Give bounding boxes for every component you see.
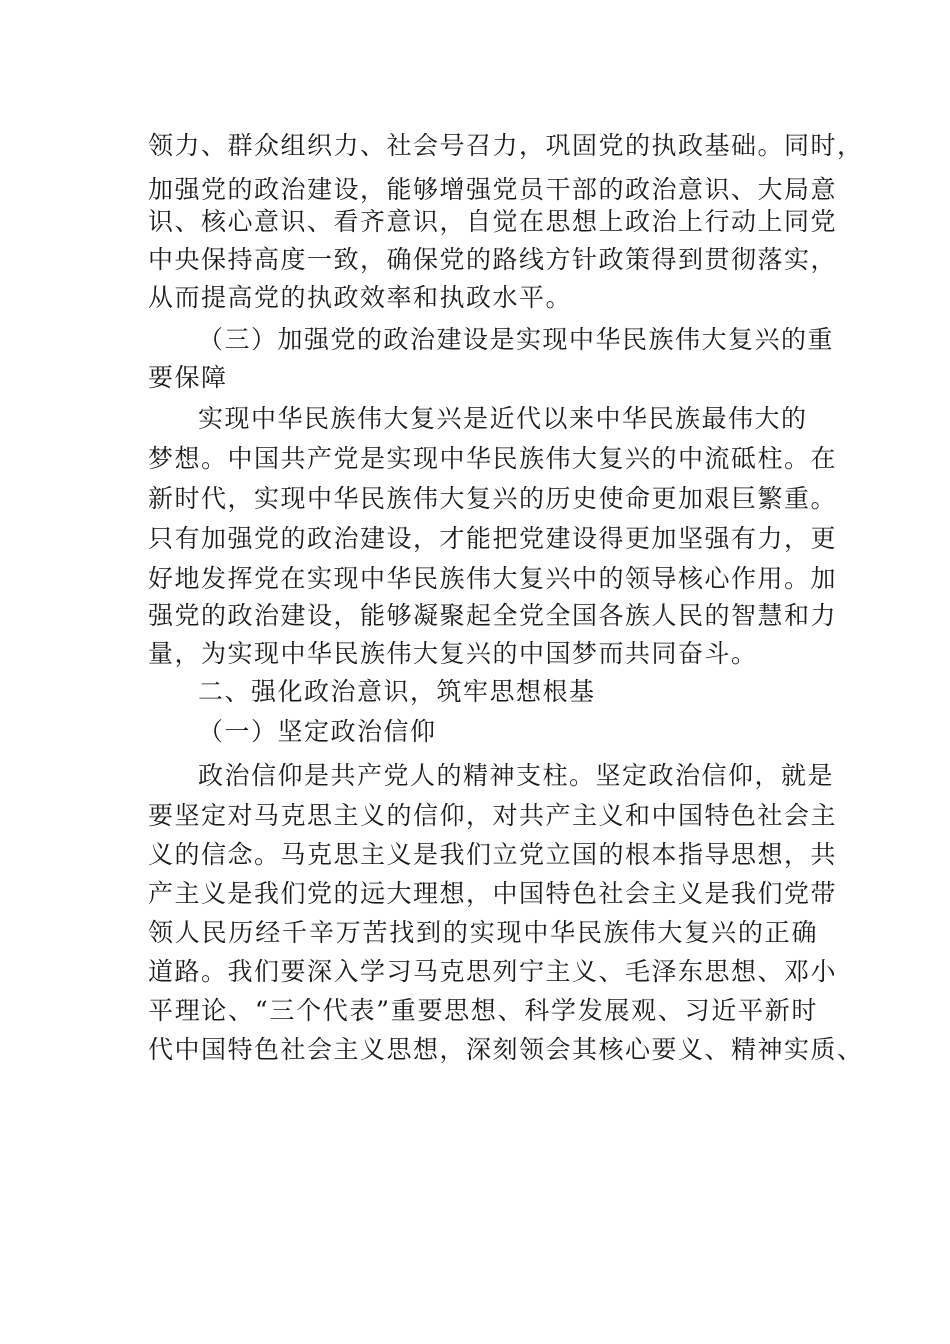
text-line: 中央保持高度一致，确保党的路线方针政策得到贯彻落实，	[148, 245, 838, 274]
text-line: 领人民历经千辛万苦找到的实现中华民族伟大复兴的正确	[148, 918, 818, 947]
text-line: 代中国特色社会主义思想，深刻领会其核心要义、精神实质、	[148, 1035, 864, 1064]
chapter-heading: 二、强化政治意识，筑牢思想根基	[198, 677, 596, 706]
section-heading: （一）坚定政治信仰	[198, 717, 437, 746]
section-heading: （三）加强党的政治建设是实现中华民族伟大复兴的重	[198, 325, 835, 354]
text-line: 政治信仰是共产党人的精神支柱。坚定政治信仰，就是	[198, 761, 835, 790]
text-line: 领力、群众组织力、社会号召力，巩固党的执政基础。同时，	[148, 131, 864, 160]
text-line: 识、核心意识、看齐意识，自觉在思想上政治上行动上同党	[148, 207, 838, 236]
text-line: 道路。我们要深入学习马克思列宁主义、毛泽东思想、邓小	[148, 957, 838, 986]
text-line: 从而提高党的执政效率和执政水平。	[148, 283, 573, 312]
text-line: 平理论、“三个代表”重要思想、科学发展观、习近平新时	[148, 996, 818, 1025]
text-line: 实现中华民族伟大复兴是近代以来中华民族最伟大的	[198, 404, 808, 433]
text-line: 只有加强党的政治建设，才能把党建设得更加坚强有力，更	[148, 524, 838, 553]
text-line: 义的信念。马克思主义是我们立党立国的根本指导思想，共	[148, 840, 838, 869]
text-line: 产主义是我们党的远大理想，中国特色社会主义是我们党带	[148, 879, 838, 908]
text-line: 梦想。中国共产党是实现中华民族伟大复兴的中流砥柱。在	[148, 444, 838, 473]
text-line: 好地发挥党在实现中华民族伟大复兴中的领导核心作用。加	[148, 564, 838, 593]
section-heading: 要保障	[148, 363, 228, 392]
text-line: 量，为实现中华民族伟大复兴的中国梦而共同奋斗。	[148, 639, 758, 668]
text-line: 新时代，实现中华民族伟大复兴的历史使命更加艰巨繁重。	[148, 484, 838, 513]
text-line: 强党的政治建设，能够凝聚起全党全国各族人民的智慧和力	[148, 601, 838, 630]
text-line: 加强党的政治建设，能够增强党员干部的政治意识、大局意	[148, 175, 838, 204]
text-line: 要坚定对马克思主义的信仰，对共产主义和中国特色社会主	[148, 801, 838, 830]
